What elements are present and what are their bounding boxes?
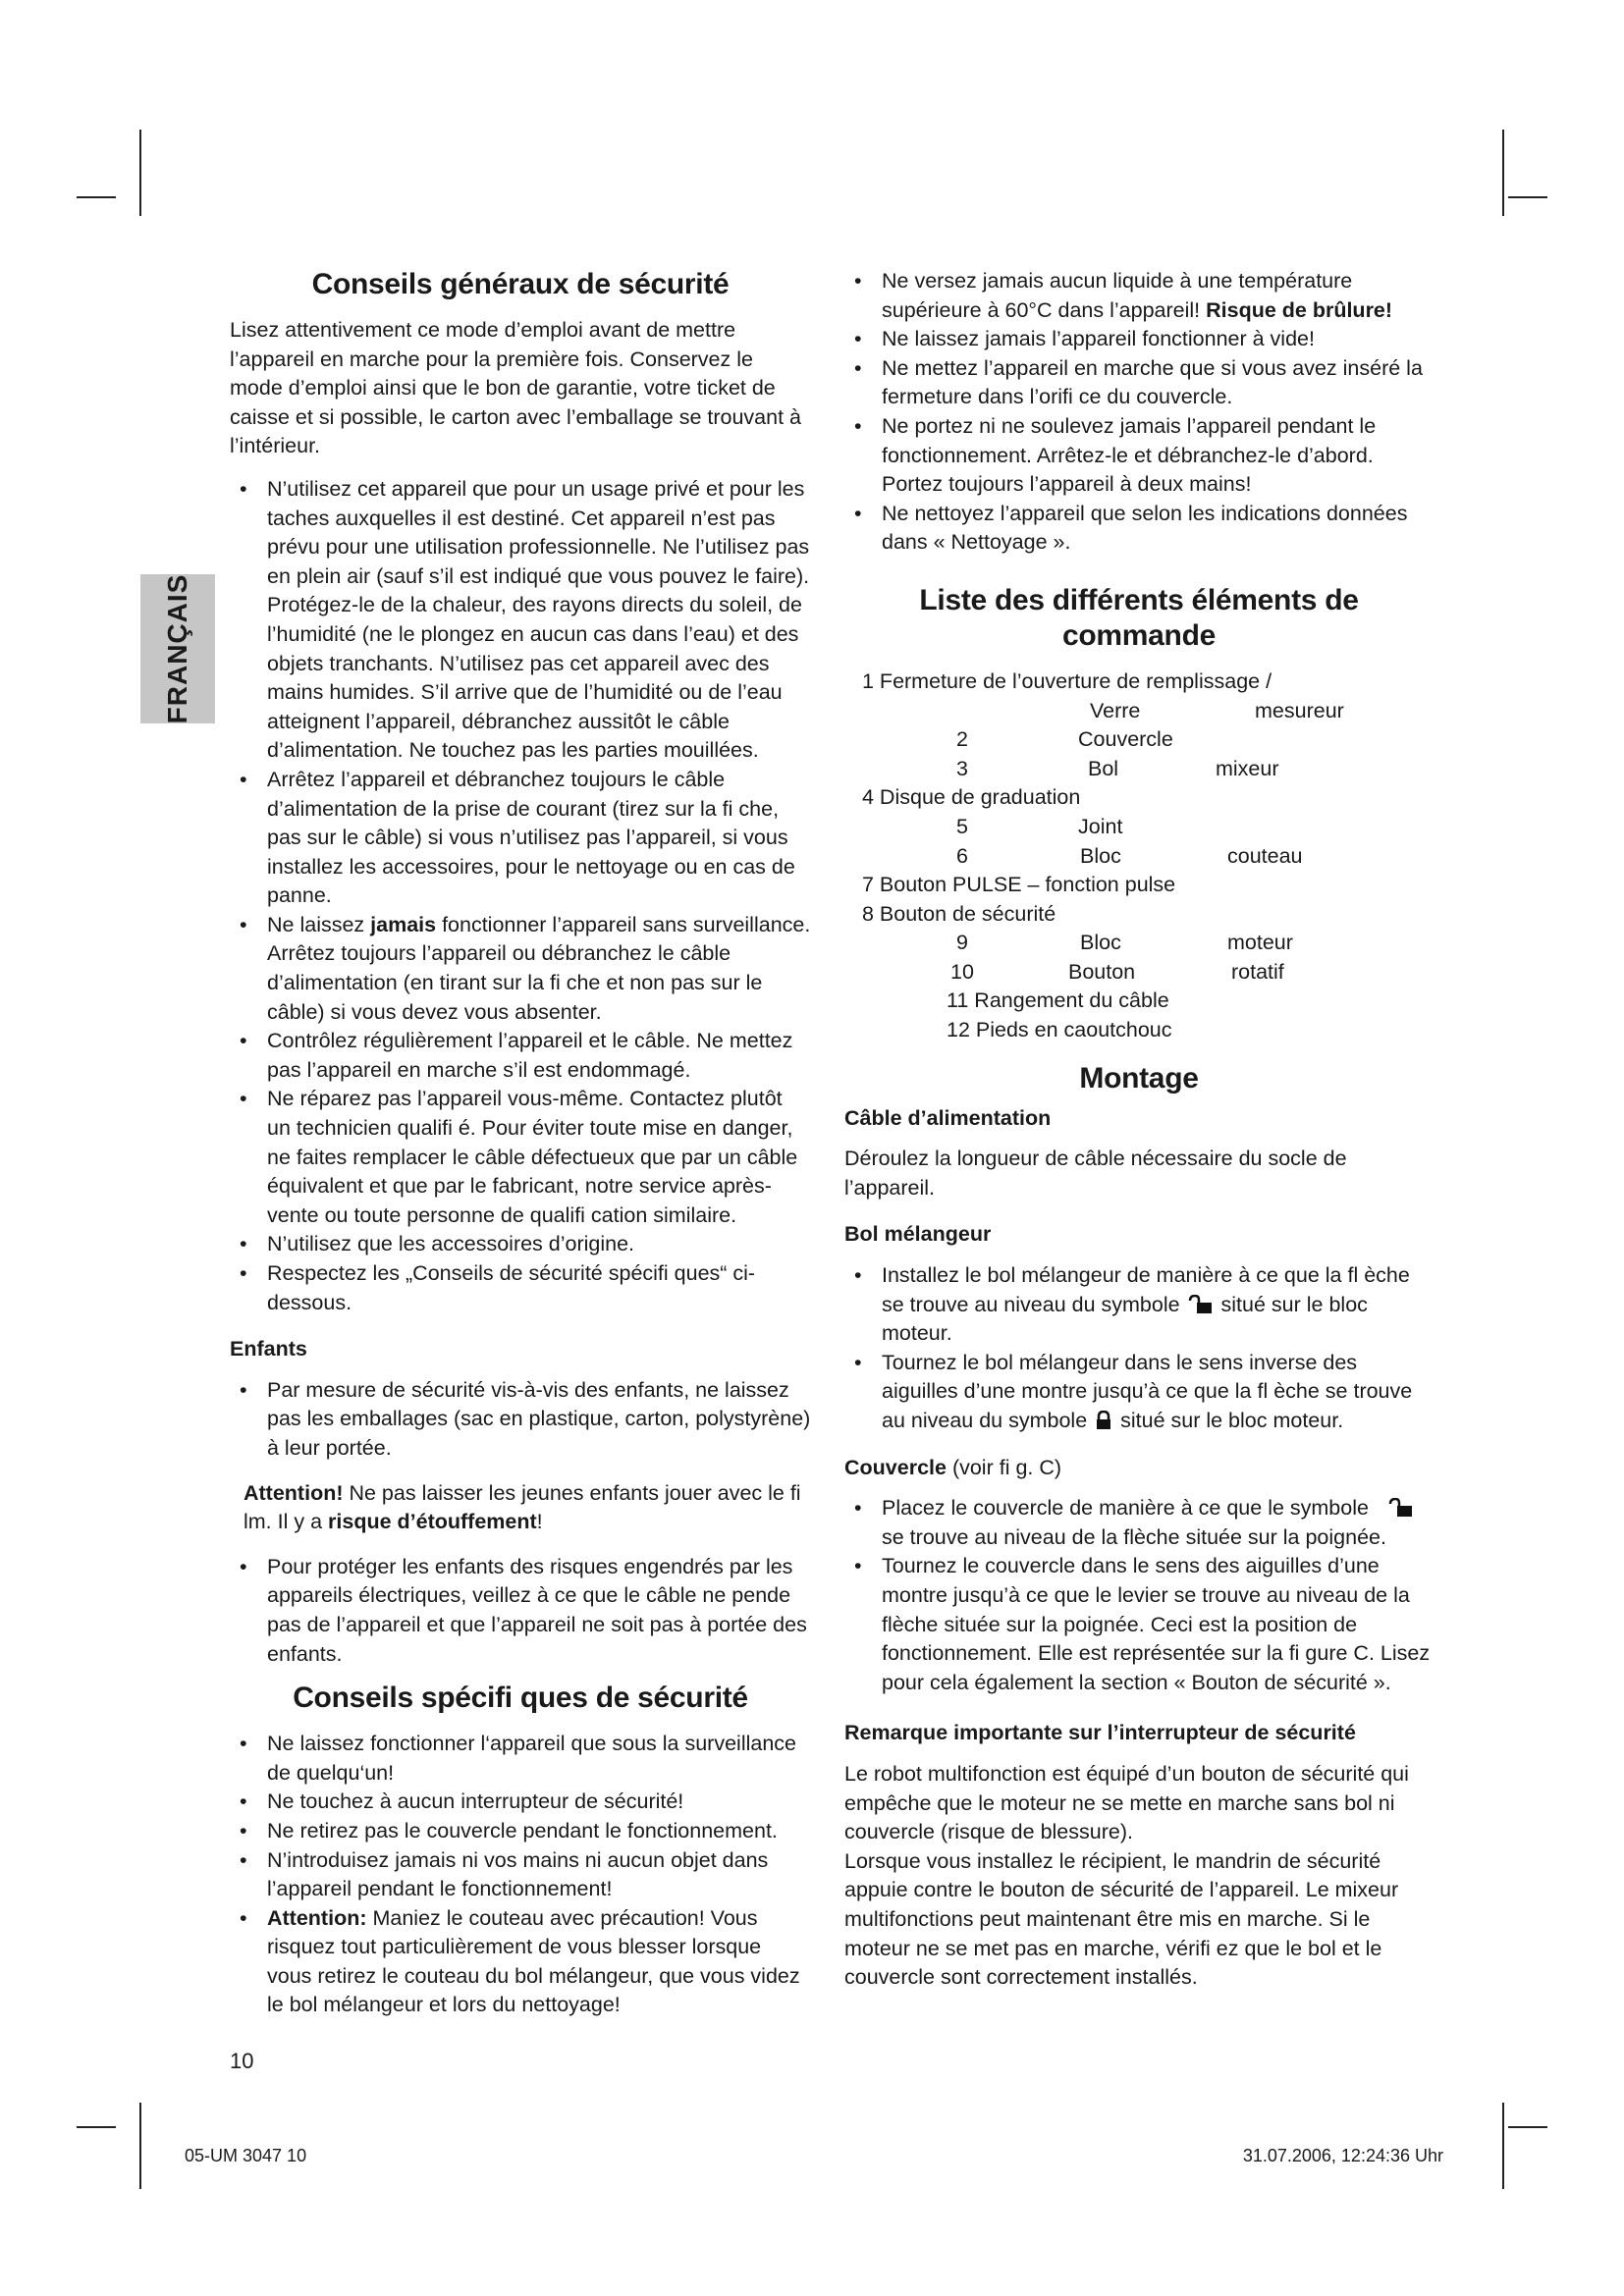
part-number: 5: [956, 814, 968, 838]
part-label: Bouton: [1068, 959, 1136, 984]
safety-switch-text-2: Lorsque vous installez le récipient, le mandrin de sécurité appuie contre le bouton de sécurité de l’appareil. Le mixeur multifonctions peut maintenant être mis en marche. Si le moteur ne se met pas en marche, vérifi ez que le bol et le couvercle sont correctement installés.: [844, 1848, 1399, 1990]
list-item: [844, 725, 1434, 755]
list-item: [844, 1016, 1434, 1045]
list-item: [230, 911, 811, 1027]
controls-list: [844, 667, 1434, 1045]
crop-mark: [1502, 2103, 1504, 2189]
unlock-icon: [1377, 1498, 1416, 1518]
crop-mark: [1508, 196, 1547, 198]
part-label: Verre: [1090, 698, 1141, 722]
list-item-text: Installez le bol mélangeur de manière à ce que la fl èche se trouve au niveau du symbole: [882, 1263, 1410, 1316]
list-item-text: Tournez le bol mélangeur dans le sens inverse des aiguilles d’une montre jusqu’à ce que la fl èche se trouve au niveau du symbole: [882, 1350, 1413, 1432]
part-label: Bol: [1088, 756, 1119, 780]
lid-heading: [844, 1454, 1434, 1483]
list-item: • N’utilisez cet appareil que pour un usage privé et pour les taches auxquelles il est destiné. Cet appareil n’est pas prévu pour une utilisation professionnelle. Ne l’utilisez pas en plein air (sauf s’il est indiqué que vous pouvez le faire). Protégez-le de la chaleur, des rayons directs du soleil, de l’humidité (ne le plongez en aucun cas dans l’eau) et des objets tranchants. N’utilisez pas cet appareil avec des mains humides. S’il arrive que de l’humidité ou de l’eau atteignent l’appareil, débranchez aussitôt le câble d’alimentation. Ne touchez pas les parties mouillées.: [230, 475, 811, 766]
part-number: 2: [956, 727, 968, 752]
crop-mark: [77, 196, 116, 198]
part-label: mixeur: [1216, 756, 1279, 780]
general-safety-title: Conseils généraux de sécurité: [311, 268, 730, 300]
list-item-text: fonctionner l’appareil sans surveillance. Arrêtez toujours l’appareil ou débranchez le câble d’alimentation (en tirant sur la fi che et non pas sur le câble) si vous devez vous absenter.: [267, 912, 811, 1024]
specific-safety-list-cont: [844, 267, 1434, 558]
right-column: [844, 267, 1434, 2006]
list-item-text: se trouve au niveau de la flèche située sur la poignée.: [882, 1524, 1386, 1549]
specific-safety-title: Conseils spécifi ques de sécurité: [293, 1682, 748, 1715]
list-item: • Ne laissez jamais l’appareil fonctionner à vide!: [844, 325, 1434, 354]
list-item: • Ne retirez pas le couvercle pendant le fonctionnement.: [230, 1817, 811, 1846]
list-item: [230, 1904, 811, 2020]
list-item: • Arrêtez l’appareil et débranchez toujours le câble d’alimentation de la prise de courant (tirez sur la fi che, pas sur le câble) si vous n’utilisez pas l’appareil, si vous installez les accessoires, pour le nettoyage ou en cas de panne.: [230, 766, 811, 911]
bowl-title: Bol mélangeur: [844, 1222, 992, 1247]
list-item: [844, 1261, 1434, 1349]
part-number: 3: [956, 756, 968, 780]
attention-text: Ne pas laisser les jeunes enfants jouer avec le fi lm. Il y a: [244, 1480, 801, 1534]
left-column: [230, 267, 811, 2032]
list-item: [844, 1349, 1434, 1436]
language-tab-label: FRANÇAIS: [162, 573, 192, 724]
list-item: • Ne réparez pas l’appareil vous-même. Contactez plutôt un technicien qualifi é. Pour éviter toute mise en danger, ne faites remplacer le câble défectueux que par un câble équivalent et que par le fabricant, notre service après-vente ou toute personne de qualifi cation similaire.: [230, 1085, 811, 1230]
part-label: 1 Fermeture de l’ouverture de remplissage /: [862, 668, 1272, 693]
list-item: • Pour protéger les enfants des risques engendrés par les appareils électriques, veillez à ce que le câble ne pende pas de l’appareil et que l’appareil ne soit pas à portée des enfants.: [230, 1553, 811, 1669]
list-item: • Respectez les „Conseils de sécurité spécifi ques“ ci-dessous.: [230, 1259, 811, 1317]
footer-file-ref: 05-UM 3047 10: [185, 2146, 307, 2165]
children-title: Enfants: [230, 1337, 307, 1362]
list-item: • Ne mettez l’appareil en marche que si vous avez inséré la fermeture dans l’orifi ce du couvercle.: [844, 354, 1434, 412]
list-item: • Ne laissez fonctionner l‘appareil que sous la surveillance de quelqu‘un!: [230, 1730, 811, 1788]
lock-icon: [1095, 1411, 1112, 1430]
burn-warning: Risque de brûlure!: [1206, 297, 1393, 322]
part-number: 9: [956, 931, 968, 955]
general-safety-intro: Lisez attentivement ce mode d’emploi avant de mettre l’appareil en marche pour la première fois. Conservez le mode d’emploi ainsi que le bon de garantie, votre ticket de caisse et si possible, le carton avec l’emballage se trouvant à l’intérieur.: [230, 318, 802, 458]
list-item: • Ne nettoyez l’appareil que selon les indications données dans « Nettoyage ».: [844, 500, 1434, 558]
language-tab: [140, 574, 215, 723]
specific-safety-list: [230, 1730, 811, 2020]
list-item: [844, 958, 1434, 988]
part-label: 8 Bouton de sécurité: [862, 901, 1056, 926]
list-item: [844, 900, 1434, 930]
list-item: [844, 871, 1434, 900]
unlock-icon: [1188, 1295, 1214, 1314]
lid-list: [844, 1494, 1434, 1697]
part-label: Bloc: [1080, 931, 1121, 955]
safety-switch-title: Remarque importante sur l’interrupteur de sécurité: [844, 1721, 1356, 1745]
attention-text-end: !: [536, 1510, 543, 1534]
part-label: couteau: [1227, 843, 1303, 868]
list-item: [844, 667, 1434, 697]
attention-emphasis: risque d’étouffement: [328, 1510, 537, 1534]
part-label: mesureur: [1255, 698, 1344, 722]
cable-title: Câble d’alimentation: [844, 1105, 1052, 1130]
crop-mark: [77, 2126, 116, 2128]
crop-mark: [1508, 2126, 1547, 2128]
part-number: 6: [956, 843, 968, 868]
part-number: 10: [950, 959, 974, 984]
list-item: [844, 783, 1434, 813]
list-item: • Contrôlez régulièrement l’appareil et le câble. Ne mettez pas l’appareil en marche s’il est endommagé.: [230, 1027, 811, 1085]
crop-mark: [139, 130, 141, 216]
bowl-list: [844, 1261, 1434, 1436]
list-item-text: Ne laissez: [267, 912, 371, 936]
crop-mark: [1502, 130, 1504, 216]
page-number: 10: [230, 2049, 254, 2073]
list-item: • N’introduisez jamais ni vos mains ni aucun objet dans l’appareil pendant le fonctionnement!: [230, 1846, 811, 1904]
part-label: 12 Pieds en caoutchouc: [947, 1018, 1172, 1042]
list-item-text: situé sur le bloc moteur.: [1114, 1409, 1344, 1432]
part-label: 4 Disque de graduation: [862, 785, 1081, 810]
children-list-2: [230, 1553, 811, 1669]
part-label: Joint: [1078, 814, 1123, 838]
safety-switch-text: Le robot multifonction est équipé d’un bouton de sécurité qui empêche que le moteur ne se mette en marche sans bol ni couvercle (risque de blessure).: [844, 1761, 1409, 1844]
list-item-text: situé sur le bloc moteur.: [882, 1292, 1368, 1346]
list-item: • Tournez le couvercle dans le sens des aiguilles d’une montre jusqu’à ce que le levier se trouve au niveau de la flèche située sur la poignée. Ceci est la position de fonctionnement. Elle est représentée sur la fi gure C. Lisez pour cela également la section « Bouton de sécurité ».: [844, 1552, 1434, 1697]
list-item: [844, 987, 1434, 1016]
lid-title: Couvercle: [844, 1455, 947, 1479]
list-item: • N’utilisez que les accessoires d’origine.: [230, 1230, 811, 1259]
list-item: • Ne touchez à aucun interrupteur de sécurité!: [230, 1788, 811, 1817]
list-item: [844, 929, 1434, 958]
assembly-title: Montage: [1079, 1061, 1199, 1095]
list-item: [844, 697, 1434, 726]
list-item: • Par mesure de sécurité vis-à-vis des enfants, ne laissez pas les emballages (sac en plastique, carton, polystyrène) à leur portée.: [230, 1376, 811, 1464]
list-item-emphasis: jamais: [370, 912, 437, 936]
knife-label: Attention:: [267, 1905, 367, 1930]
part-label: Couvercle: [1078, 727, 1173, 752]
list-item: [844, 813, 1434, 842]
footer-timestamp: 31.07.2006, 12:24:36 Uhr: [1242, 2146, 1443, 2165]
knife-text: Maniez le couteau avec précaution! Vous risquez tout particulièrement de vous blesser lorsque vous retirez le couteau du bol mélangeur, que vous videz le bol mélangeur et lors du nettoyage!: [267, 1905, 800, 2017]
lid-figure-ref: (voir fi g. C): [946, 1455, 1062, 1479]
attention-label: Attention!: [244, 1480, 344, 1505]
general-safety-list: [230, 475, 811, 1317]
part-label: moteur: [1227, 931, 1293, 955]
part-label: rotatif: [1231, 959, 1284, 984]
list-item: • Ne portez ni ne soulevez jamais l’appareil pendant le fonctionnement. Arrêtez-le et débranchez-le d’abord. Portez toujours l’appareil à deux mains!: [844, 412, 1434, 500]
attention-note: [230, 1479, 811, 1537]
list-item-text: Ne versez jamais aucun liquide à une température supérieure à 60°C dans l’appareil!: [882, 269, 1353, 322]
cable-text: Déroulez la longueur de câble nécessaire du socle de l’appareil.: [844, 1147, 1347, 1200]
list-item: [844, 267, 1434, 325]
part-label: 7 Bouton PULSE – fonction pulse: [862, 873, 1176, 897]
list-item: [844, 1494, 1434, 1552]
list-item: [844, 755, 1434, 784]
crop-mark: [139, 2103, 141, 2189]
list-item-text: Placez le couvercle de manière à ce que le symbole: [882, 1496, 1375, 1521]
part-label: 11 Rangement du câble: [947, 988, 1169, 1013]
part-label: Bloc: [1080, 843, 1121, 868]
children-list: [230, 1376, 811, 1464]
list-item: [844, 842, 1434, 872]
controls-title: Liste des différents éléments de commande: [919, 583, 1359, 652]
